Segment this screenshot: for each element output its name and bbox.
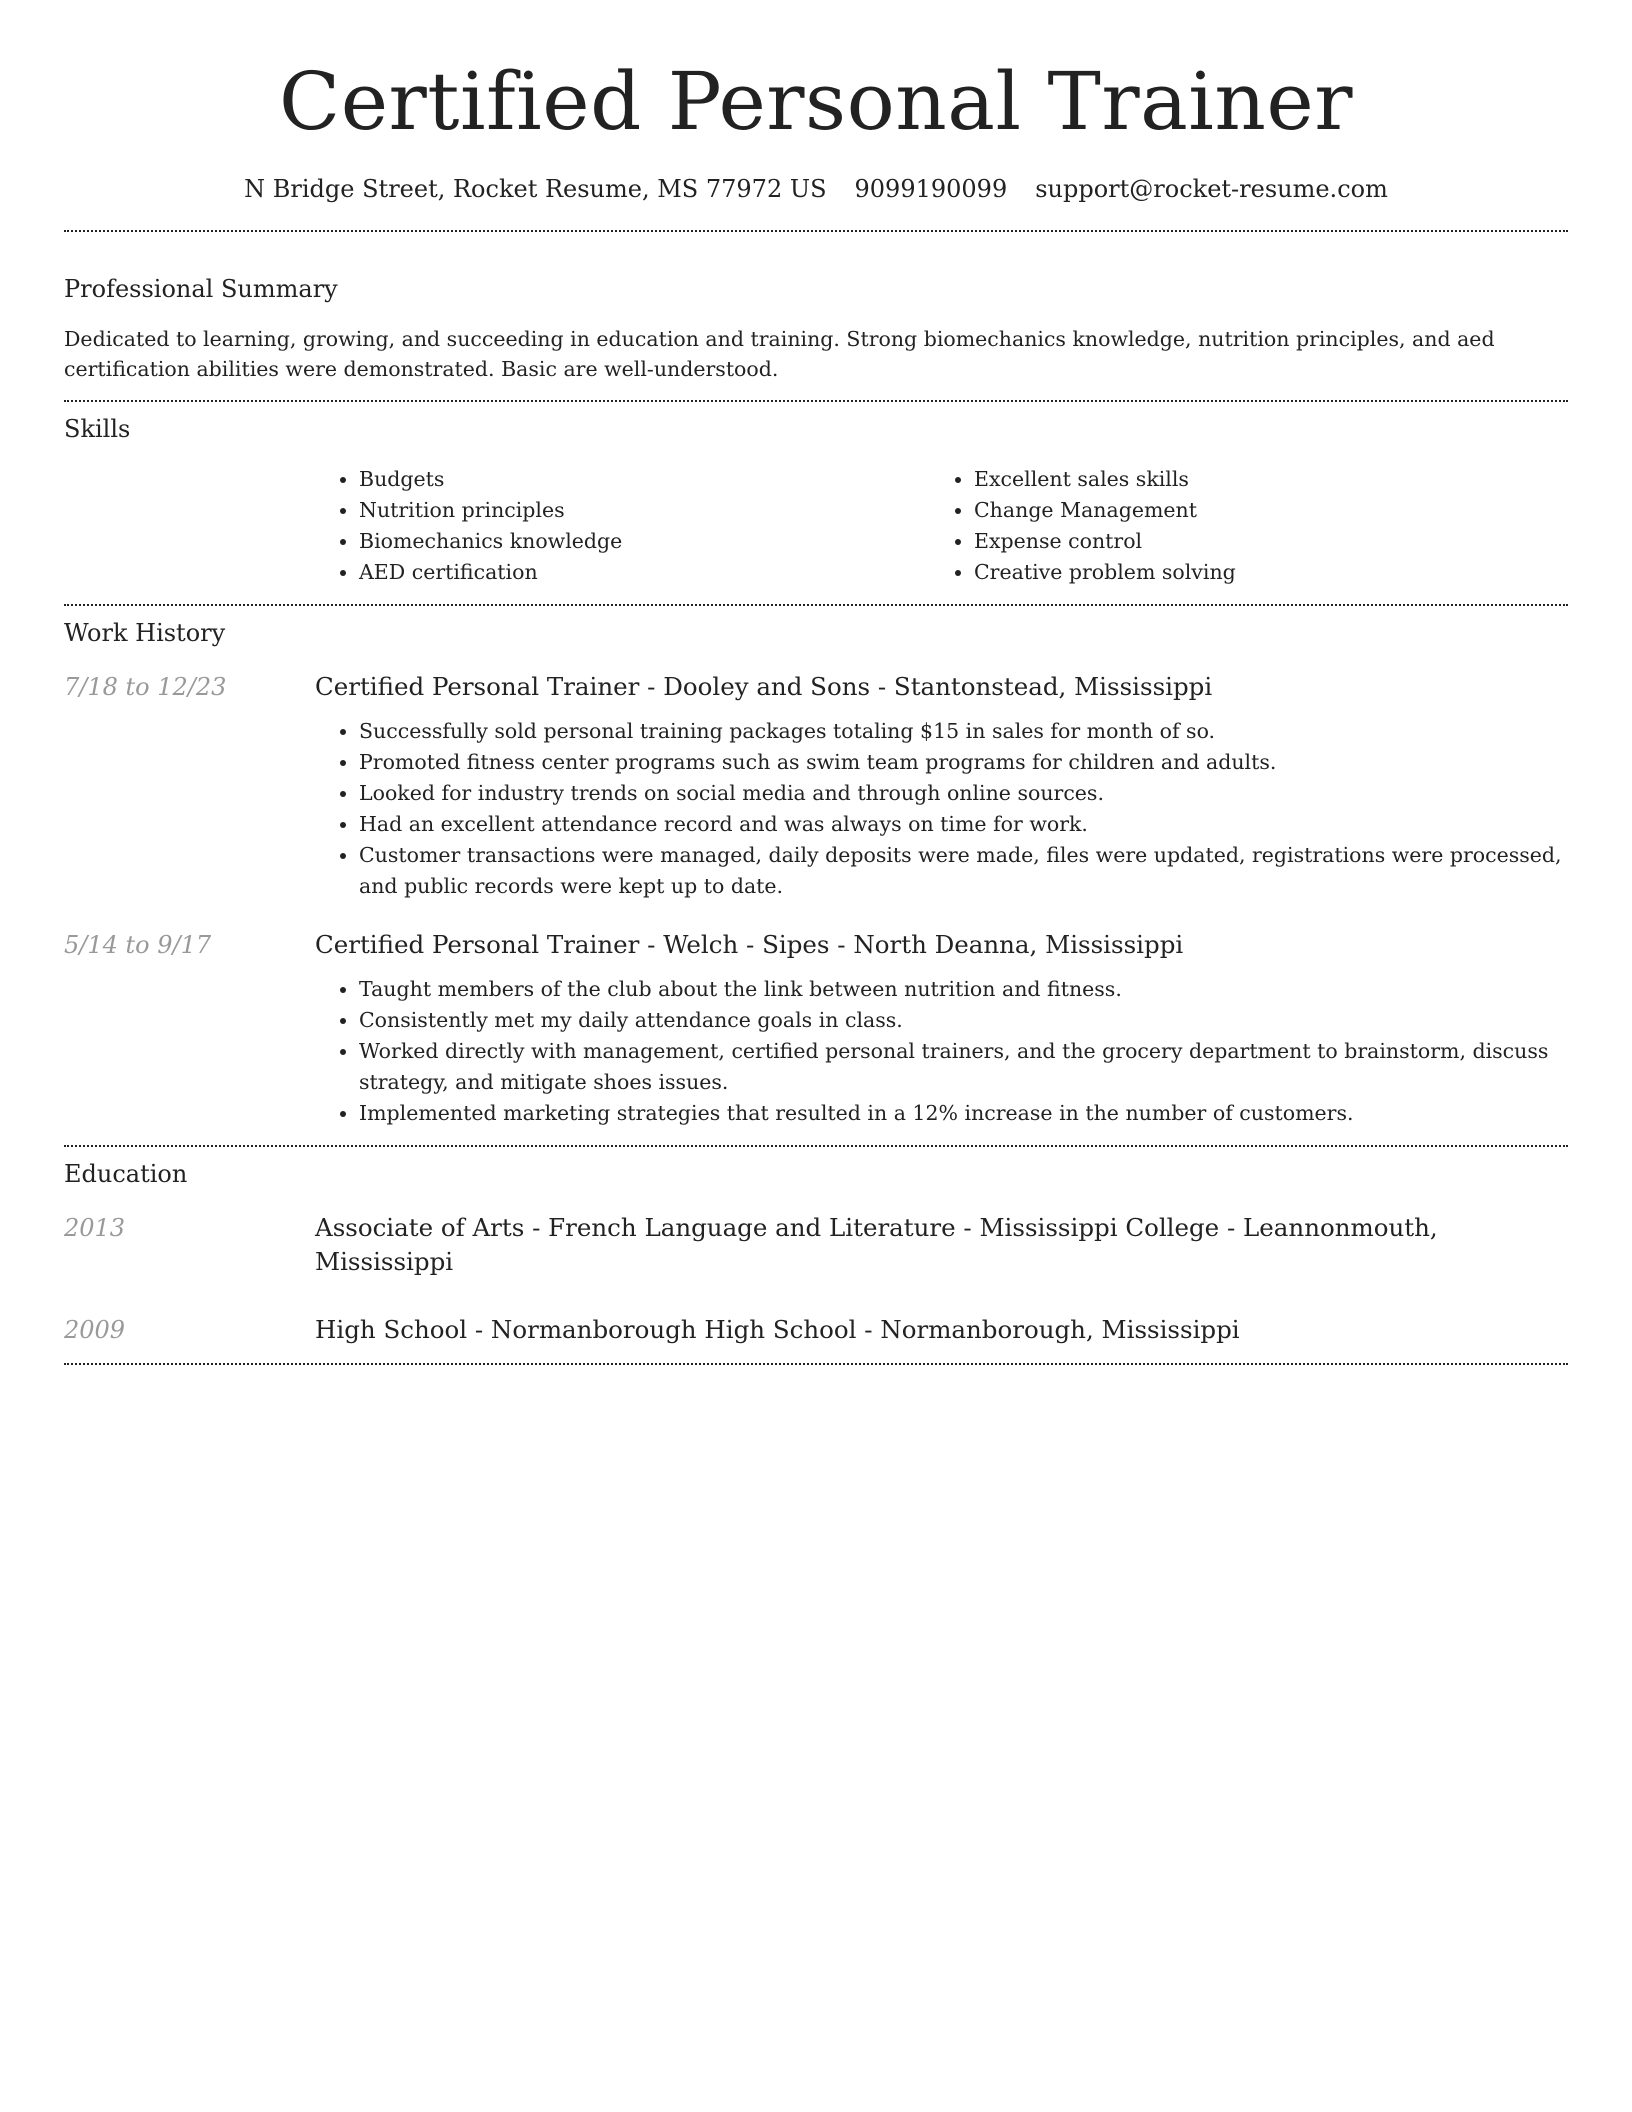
- job-title: Certified Personal Trainer - Welch - Sipes - North Deanna, Mississippi: [315, 930, 1184, 959]
- contact-line: [64, 172, 1568, 206]
- resume-header: [64, 0, 1568, 206]
- work-history-section: [64, 606, 1568, 1145]
- contact-email: support@rocket-resume.com: [1035, 175, 1388, 203]
- contact-phone: 9099190099: [854, 175, 1008, 203]
- education-entry: [64, 1313, 1568, 1347]
- professional-summary-section: [64, 232, 1568, 400]
- section-title-work: Work History: [64, 619, 226, 647]
- skills-section: [64, 402, 1568, 604]
- education-year: 2009: [64, 1316, 126, 1344]
- job-bullet: • Looked for industry trends on social media and through online sources.: [359, 778, 1568, 809]
- section-divider: [64, 1363, 1568, 1365]
- job-body: [315, 670, 1568, 902]
- candidate-name: Certified Personal Trainer: [279, 55, 1353, 148]
- job-dates: 5/14 to 9/17: [64, 931, 212, 959]
- skill-item: • Excellent sales skills: [974, 464, 1545, 495]
- education-year: 2013: [64, 1214, 126, 1242]
- education-title: Associate of Arts - French Language and Literature - Mississippi College - Leannonmouth, Mississippi: [315, 1213, 1438, 1276]
- section-title-summary: Professional Summary: [64, 275, 338, 303]
- job-title: Certified Personal Trainer - Dooley and Sons - Stantonstead, Mississippi: [315, 672, 1213, 701]
- skills-list-right: [930, 464, 1545, 588]
- skill-item: • Expense control: [974, 526, 1545, 557]
- job-bullet: • Implemented marketing strategies that resulted in a 12% increase in the number of customers.: [359, 1098, 1568, 1129]
- skill-item: • AED certification: [359, 557, 930, 588]
- job-bullet: • Consistently met my daily attendance goals in class.: [359, 1005, 1568, 1036]
- summary-text: Dedicated to learning, growing, and succeeding in education and training. Strong biomechanics knowledge, nutrition principles, and aed certification abilities were demonstrated. Basic are well-understood.: [64, 327, 1495, 381]
- job-bullet: • Had an excellent attendance record and was always on time for work.: [359, 809, 1568, 840]
- job-bullet: • Promoted fitness center programs such as swim team programs for children and adults.: [359, 747, 1568, 778]
- job-bullet: • Taught members of the club about the link between nutrition and fitness.: [359, 974, 1568, 1005]
- skill-item: • Biomechanics knowledge: [359, 526, 930, 557]
- job-body: [315, 928, 1568, 1129]
- skills-list-left: [315, 464, 930, 588]
- skill-item: • Nutrition principles: [359, 495, 930, 526]
- skill-item: • Budgets: [359, 464, 930, 495]
- skill-item: • Creative problem solving: [974, 557, 1545, 588]
- contact-address: N Bridge Street, Rocket Resume, MS 77972 US: [244, 175, 827, 203]
- job-bullet: • Successfully sold personal training packages totaling $15 in sales for month of so.: [359, 716, 1568, 747]
- job-entry: [64, 670, 1568, 902]
- education-entry: [64, 1211, 1568, 1279]
- job-bullets: [315, 716, 1568, 902]
- skill-item: • Change Management: [974, 495, 1545, 526]
- job-bullets: [315, 974, 1568, 1129]
- job-bullet: • Customer transactions were managed, daily deposits were made, files were updated, registrations were processed, and public records were kept up to date.: [359, 840, 1568, 902]
- job-bullet: • Worked directly with management, certified personal trainers, and the grocery department to brainstorm, discuss strategy, and mitigate shoes issues.: [359, 1036, 1568, 1098]
- skills-columns: [315, 464, 1568, 588]
- section-title-education: Education: [64, 1160, 188, 1188]
- job-entry: [64, 928, 1568, 1129]
- section-title-skills: Skills: [64, 415, 131, 443]
- education-title: High School - Normanborough High School - Normanborough, Mississippi: [315, 1315, 1240, 1344]
- education-section: [64, 1147, 1568, 1363]
- job-dates: 7/18 to 12/23: [64, 673, 227, 701]
